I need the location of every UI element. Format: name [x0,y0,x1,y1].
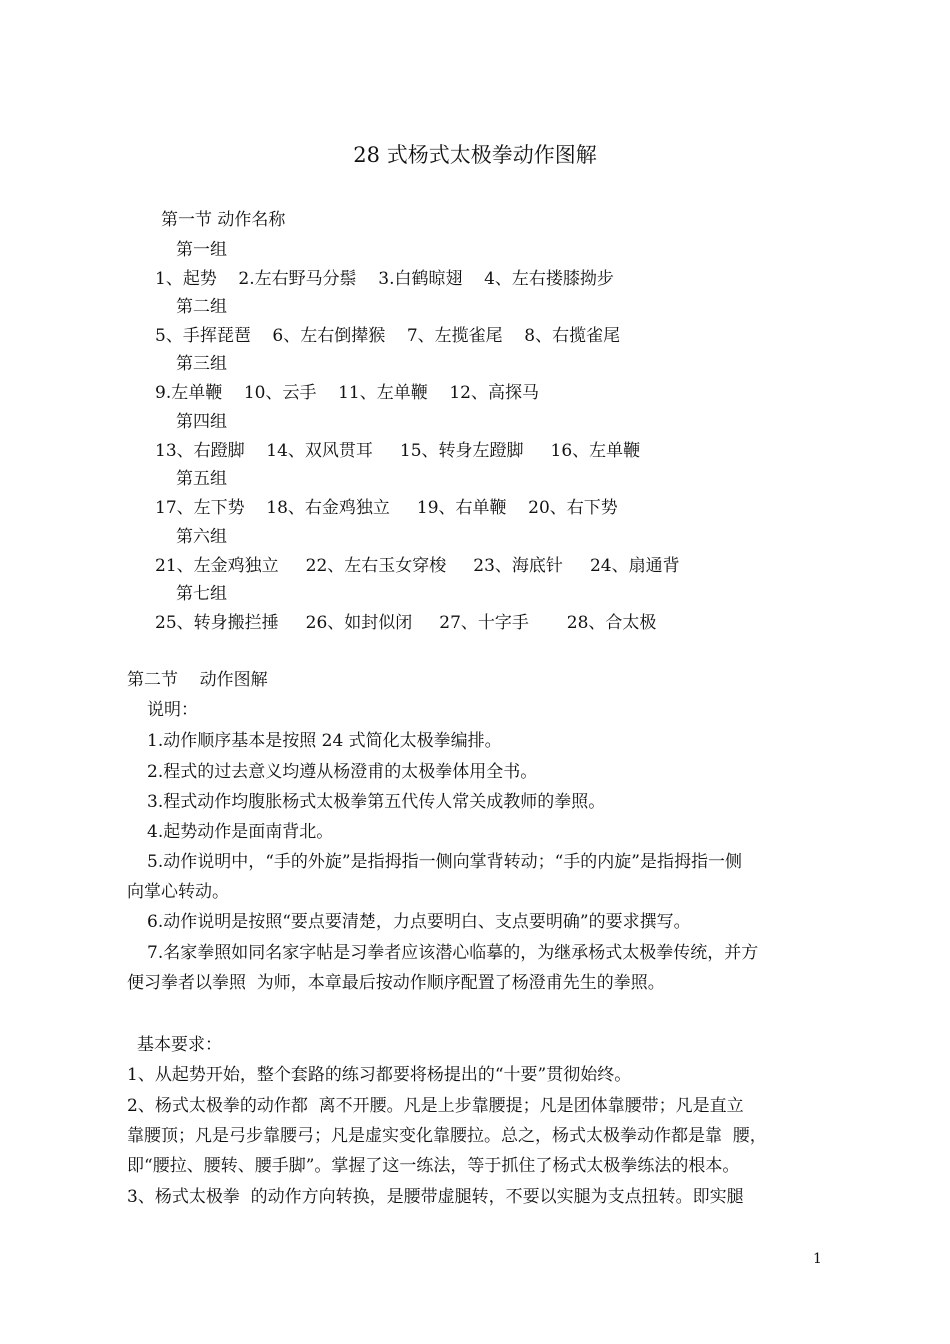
section2-heading: 第二节 动作图解 [127,670,268,690]
group-moves: 9.左单鞭 10、云手 11、左单鞭 12、高探马 [155,383,539,403]
group-name: 第七组 [176,584,227,604]
note-line: 4.起势动作是面南背北。 [147,822,334,842]
group-moves: 17、左下势 18、右金鸡独立 19、右单鞭 20、右下势 [155,498,618,518]
requirement-line: 3、杨式太极拳 的动作方向转换，是腰带虚腿转，不要以实腿为支点扭转。即实腿 [127,1187,744,1207]
requirement-line: 1、从起势开始，整个套路的练习都要将杨提出的“十要”贯彻始终。 [127,1065,632,1085]
group-moves: 21、左金鸡独立 22、左右玉女穿梭 23、海底针 24、扇通背 [155,556,680,576]
group-name: 第二组 [176,297,227,317]
group-name: 第五组 [176,469,227,489]
requirement-line: 靠腰顶；凡是弓步靠腰弓；凡是虚实变化靠腰拉。总之，杨式太极拳动作都是靠 腰， [127,1126,767,1146]
group-name: 第一组 [176,240,227,260]
page-number: 1 [813,1251,822,1267]
group-moves: 13、右蹬脚 14、双风贯耳 15、转身左蹬脚 16、左单鞭 [155,441,641,461]
note-line-wrap: 向掌心转动。 [127,882,229,902]
group-name: 第三组 [176,354,227,374]
requirement-line: 2、杨式太极拳的动作都 离不开腰。凡是上步靠腰提；凡是团体靠腰带；凡是直立 [127,1096,744,1116]
note-line-wrap: 便习拳者以拳照 为师，本章最后按动作顺序配置了杨澄甫先生的拳照。 [127,973,665,993]
note-line: 1.动作顺序基本是按照 24 式简化太极拳编排。 [147,731,502,751]
note-line: 6.动作说明是按照“要点要清楚，力点要明白、支点要明确”的要求撰写。 [147,912,691,932]
note-label: 说明： [147,700,198,720]
group-name: 第四组 [176,412,227,432]
page-title: 28 式杨式太极拳动作图解 [353,143,597,167]
note-line: 5.动作说明中，“手的外旋”是指拇指一侧向掌背转动；“手的内旋”是指拇指一侧 [147,852,742,872]
group-moves: 1、起势 2.左右野马分鬃 3.白鹤晾翅 4、左右搂膝拗步 [155,269,614,289]
requirement-line: 即“腰拉、腰转、腰手脚”。掌握了这一练法，等于抓住了杨式太极拳练法的根本。 [127,1156,740,1176]
group-moves: 25、转身搬拦捶 26、如封似闭 27、十字手 28、合太极 [155,613,657,633]
group-moves: 5、手挥琵琶 6、左右倒撵猴 7、左揽雀尾 8、右揽雀尾 [155,326,621,346]
group-name: 第六组 [176,527,227,547]
section1-heading: 第一节 动作名称 [161,210,286,230]
requirements-heading: 基本要求： [137,1035,222,1055]
note-line: 7.名家拳照如同名家字帖是习拳者应该潜心临摹的，为继承杨式太极拳传统，并方 [147,943,759,963]
note-line: 3.程式动作均腹胀杨式太极拳第五代传人常关成教师的拳照。 [147,792,606,812]
note-line: 2.程式的过去意义均遵从杨澄甫的太极拳体用全书。 [147,762,538,782]
